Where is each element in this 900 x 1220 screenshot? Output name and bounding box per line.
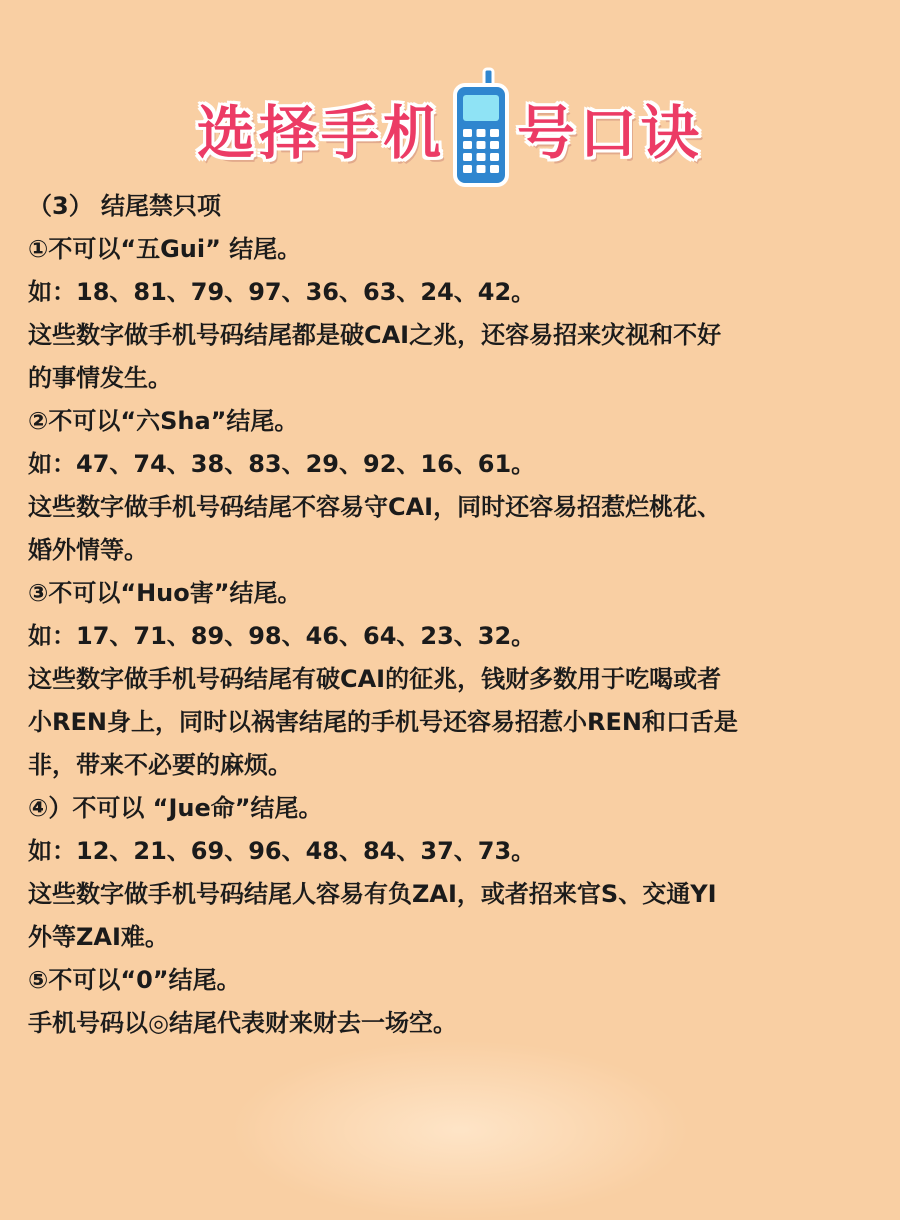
rule-3-desc-line-2: 小REN身上，同时以祸害结尾的手机号还容易招惹小REN和口舌是 (28, 708, 738, 736)
rule-1-desc-line-2: 的事情发生。 (28, 364, 172, 392)
rule-3-desc-line-3: 非，带来不必要的麻烦。 (28, 751, 292, 779)
text-body (28, 186, 878, 1046)
page-title (0, 68, 900, 188)
mobile-phone-icon (451, 67, 511, 189)
rule-1-heading: ①不可以“五Gui” 结尾。 (28, 235, 302, 263)
rule-5-desc: 手机号码以◎结尾代表财来财去一场空。 (28, 1009, 457, 1037)
rule-4-desc-line-2: 外等ZAI难。 (28, 923, 169, 951)
rule-2-examples: 如：47、74、38、83、29、92、16、61。 (28, 450, 536, 478)
title-left: 选择手机 (196, 99, 445, 167)
rule-3-desc-line-1: 这些数字做手机号码结尾有破CAI的征兆，钱财多数用于吃喝或者 (28, 665, 722, 693)
rule-4-desc-line-1: 这些数字做手机号码结尾人容易有负ZAI，或者招来官S、交通YI (28, 880, 717, 908)
rule-1-examples: 如：18、81、79、97、36、63、24、42。 (28, 278, 536, 306)
rule-4-examples: 如：12、21、69、96、48、84、37、73。 (28, 837, 536, 865)
rule-3-heading: ③不可以“Huo害”结尾。 (28, 579, 302, 607)
rule-5-heading: ⑤不可以“0”结尾。 (28, 966, 241, 994)
title-right: 号口诀 (517, 99, 704, 167)
rule-2-desc-line-1: 这些数字做手机号码结尾不容易守CAI，同时还容易招惹烂桃花、 (28, 493, 722, 521)
rule-3-examples: 如：17、71、89、98、46、64、23、32。 (28, 622, 536, 650)
section-heading: （3） 结尾禁只项 (28, 192, 222, 220)
rule-2-desc-line-2: 婚外情等。 (28, 536, 148, 564)
rule-4-heading: ④）不可以 “Jue命”结尾。 (28, 794, 323, 822)
bottom-glow (230, 1040, 690, 1220)
rule-1-desc-line-1: 这些数字做手机号码结尾都是破CAI之兆，还容易招来灾视和不好 (28, 321, 722, 349)
rule-2-heading: ②不可以“六Sha”结尾。 (28, 407, 299, 435)
